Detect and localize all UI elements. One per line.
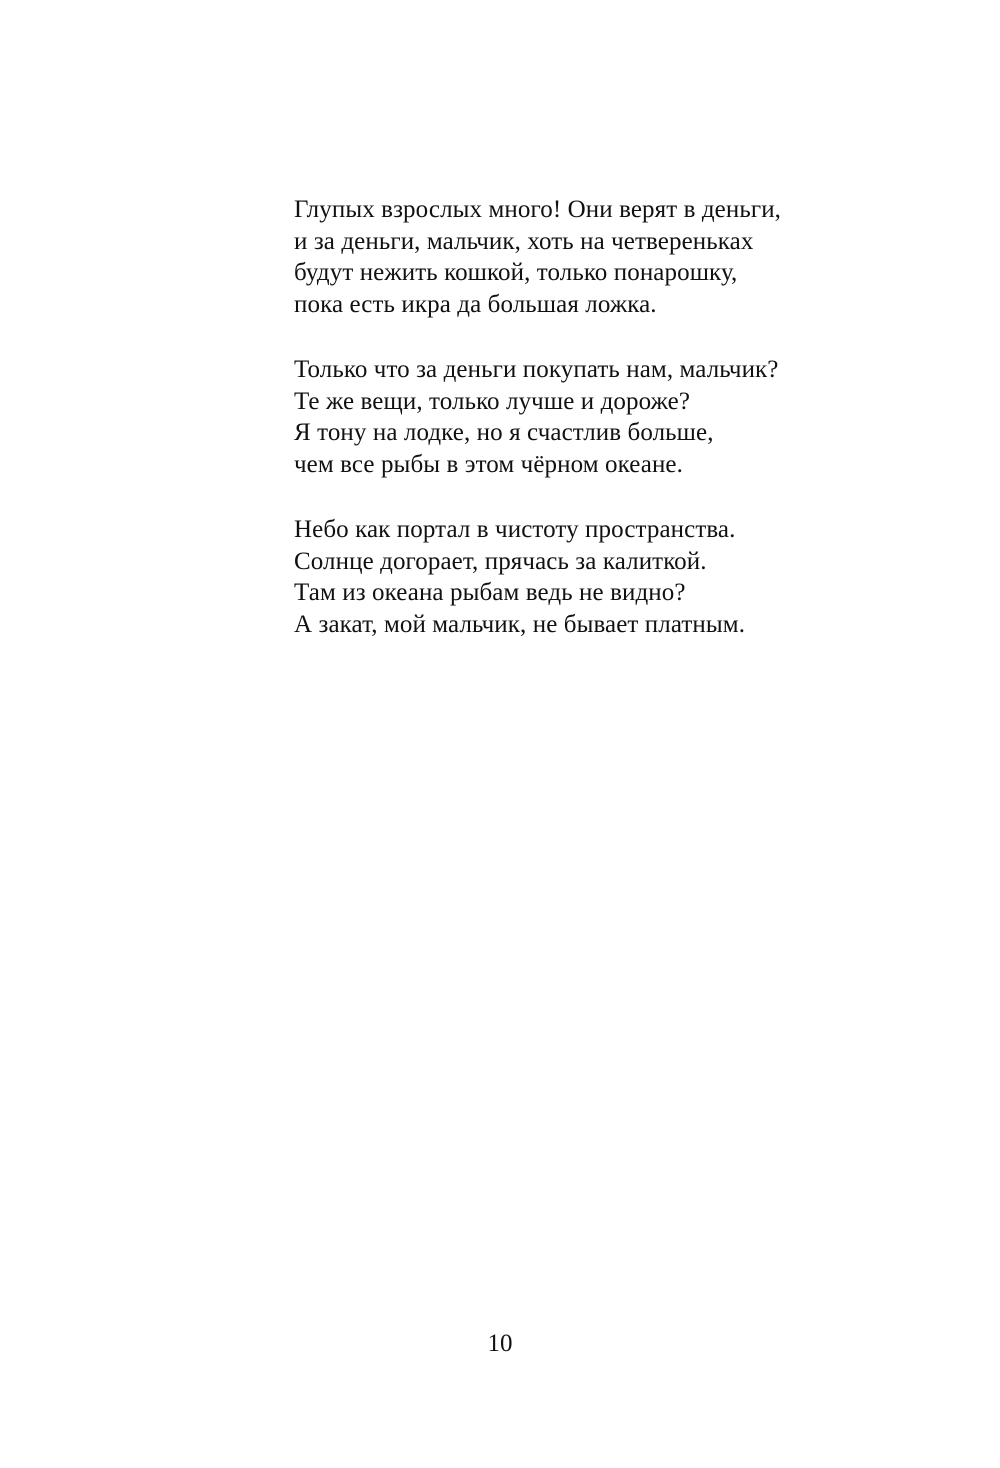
poem-line: Только что за деньги покупать нам, мальчик? xyxy=(294,356,779,383)
stanza-1 xyxy=(294,194,854,320)
poem-line: Небо как портал в чистоту пространства. xyxy=(294,516,736,543)
poem-line: Там из океана рыбам ведь не видно? xyxy=(294,579,686,606)
poem-line: Солнце догорает, прячась за калиткой. xyxy=(294,547,707,575)
poem-text xyxy=(294,194,854,674)
page-number: 10 xyxy=(487,1330,513,1357)
poem-line: А закат, мой мальчик, не бывает платным. xyxy=(294,610,746,638)
poem-line: Я тону на лодке, но я счастлив больше, xyxy=(294,419,714,446)
poem-line: Те же вещи, только лучше и дороже? xyxy=(294,387,691,415)
poem-line: и за деньги, мальчик, хоть на четвереньках xyxy=(294,227,754,255)
stanza-3 xyxy=(294,514,854,640)
stanza-2 xyxy=(294,354,854,480)
poem-line: будут нежить кошкой, только понарошку, xyxy=(294,259,738,286)
poem-line: Глупых взрослых много! Они верят в деньги, xyxy=(294,196,782,223)
poem-line: пока есть икра да большая ложка. xyxy=(294,290,657,318)
poem-line: чем все рыбы в этом чёрном океане. xyxy=(294,450,683,478)
